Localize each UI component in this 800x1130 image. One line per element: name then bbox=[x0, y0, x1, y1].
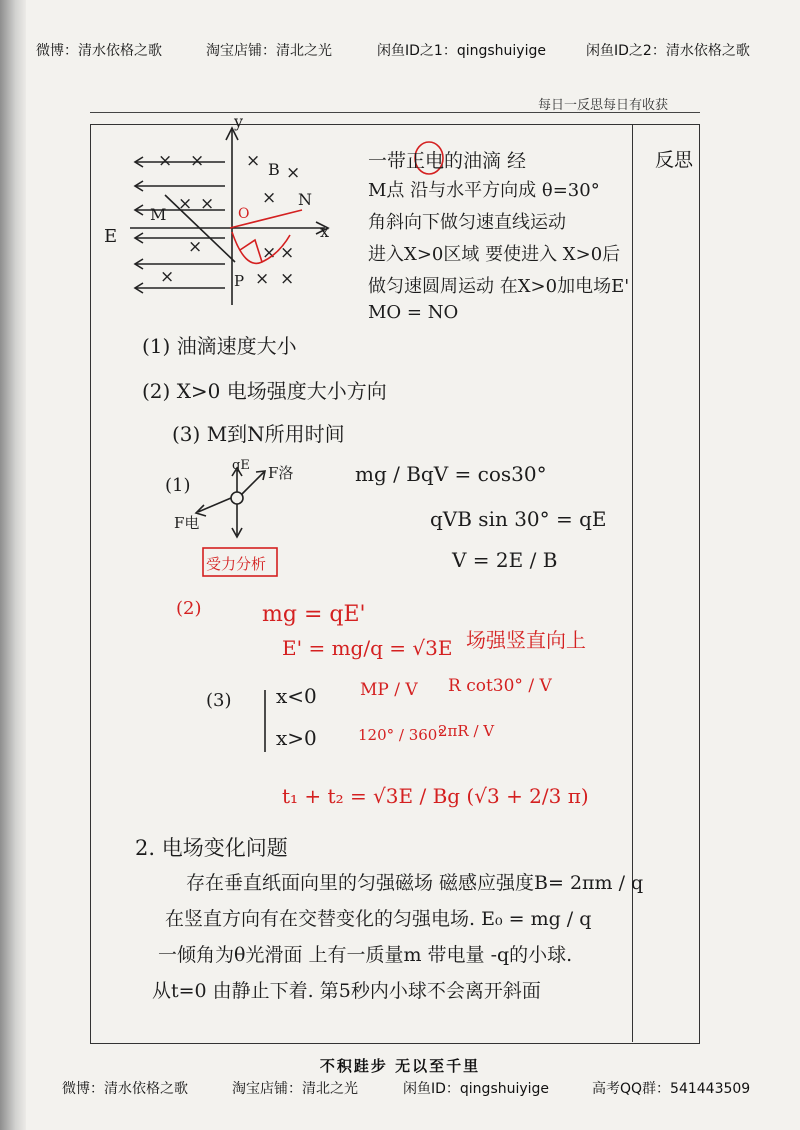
solution-3-label: (3) bbox=[206, 690, 232, 711]
solution-1-label: (1) bbox=[165, 475, 191, 496]
problem2-title: 2. 电场变化问题 bbox=[135, 836, 288, 860]
footer-weibo: 微博：清水依格之歌 bbox=[62, 1081, 188, 1097]
problem1-line6: MO = NO bbox=[368, 302, 459, 323]
equation-4: mg = qE' bbox=[262, 602, 366, 627]
axis-y-label: y bbox=[234, 112, 244, 131]
svg-text:×: × bbox=[255, 269, 270, 289]
case-2-condition: x>0 bbox=[276, 726, 317, 750]
svg-text:×: × bbox=[262, 243, 277, 263]
solution-2-label: (2) bbox=[176, 598, 202, 619]
svg-text:×: × bbox=[178, 194, 193, 214]
question-1: (1) 油滴速度大小 bbox=[142, 334, 297, 358]
field-direction-note: 场强竖直向上 bbox=[466, 628, 586, 652]
force-right-label: F洛 bbox=[268, 464, 294, 482]
case-2-term-a: 120° / 360° bbox=[358, 726, 445, 744]
point-p-label: P bbox=[234, 272, 245, 290]
header-weibo: 微博：清水依格之歌 bbox=[36, 43, 162, 59]
equation-5: E' = mg/q = √3E bbox=[282, 636, 453, 660]
header-taobao: 淘宝店铺：清北之光 bbox=[206, 43, 332, 59]
red-arrow bbox=[240, 240, 262, 262]
oil-drop-dot bbox=[231, 492, 243, 504]
footer-xianyu: 闲鱼ID：qingshuiyige bbox=[403, 1081, 550, 1097]
page-tagline: 每日一反思每日有收获 bbox=[538, 98, 669, 113]
svg-text:×: × bbox=[280, 243, 295, 263]
svg-text:×: × bbox=[200, 194, 215, 214]
footer-taobao: 淘宝店铺：清北之光 bbox=[232, 1081, 358, 1097]
problem2-line3: 一倾角为θ光滑面 上有一质量m 带电量 -q的小球. bbox=[158, 944, 573, 966]
electric-field-lines bbox=[135, 157, 225, 293]
field-e-label: E bbox=[104, 226, 118, 247]
footer-motto: 不积跬步 无以至千里 bbox=[319, 1057, 481, 1075]
header-xianyu-2: 闲鱼ID之2：清水依格之歌 bbox=[586, 43, 750, 59]
point-n-label: N bbox=[298, 190, 312, 209]
problem1-line4: 进入X>0区域 要使进入 X>0后 bbox=[368, 244, 621, 265]
case-2-term-b: 2πR / V bbox=[438, 722, 495, 740]
problem1-line3: 角斜向下做匀速直线运动 bbox=[368, 212, 566, 233]
point-b-label: B bbox=[268, 160, 280, 179]
problem2-line1: 存在垂直纸面向里的匀强磁场 磁感应强度B= 2πm / q bbox=[186, 872, 644, 894]
problem2-line4: 从t=0 由静止下着. 第5秒内小球不会离开斜面 bbox=[152, 980, 541, 1002]
equation-1: mg / BqV = cos30° bbox=[355, 462, 547, 486]
header-xianyu-1: 闲鱼ID之1：qingshuiyige bbox=[377, 43, 546, 59]
svg-text:×: × bbox=[280, 269, 295, 289]
case-1-condition: x<0 bbox=[276, 684, 317, 708]
force-vectors bbox=[196, 468, 265, 537]
force-top-label: qE bbox=[232, 458, 250, 473]
reflection-heading: 反思 bbox=[655, 149, 694, 171]
svg-text:×: × bbox=[188, 237, 203, 257]
force-left-label: F电 bbox=[174, 514, 200, 532]
problem1-line1: 一带正电的油滴 经 bbox=[368, 150, 527, 172]
point-o-label: O bbox=[238, 206, 250, 222]
question-2: (2) X>0 电场强度大小方向 bbox=[142, 379, 387, 403]
svg-text:×: × bbox=[190, 151, 205, 171]
equation-2: qVB sin 30° = qE bbox=[430, 507, 607, 531]
axis-x-label: x bbox=[320, 222, 330, 241]
force-analysis-label: 受力分析 bbox=[206, 555, 267, 573]
case-1-term-a: MP / V bbox=[360, 680, 418, 700]
case-1-term-b: R cot30° / V bbox=[448, 676, 552, 696]
point-m-label: M bbox=[150, 205, 167, 224]
svg-text:×: × bbox=[286, 163, 301, 183]
equation-3: V = 2E / B bbox=[452, 548, 558, 572]
footer-qq: 高考QQ群：541443509 bbox=[592, 1081, 751, 1097]
equation-6: t₁ + t₂ = √3E / Bg (√3 + 2/3 π) bbox=[282, 784, 589, 808]
problem1-line2: M点 沿与水平方向成 θ=30° bbox=[368, 180, 600, 201]
svg-text:×: × bbox=[262, 188, 277, 208]
question-3: (3) M到N所用时间 bbox=[172, 422, 345, 446]
svg-text:×: × bbox=[158, 151, 173, 171]
svg-text:×: × bbox=[160, 267, 175, 287]
svg-text:×: × bbox=[246, 151, 261, 171]
problem1-line5: 做匀速圆周运动 在X>0加电场E' bbox=[368, 276, 630, 297]
problem2-line2: 在竖直方向有在交替变化的匀强电场. E₀ = mg / q bbox=[165, 908, 592, 930]
